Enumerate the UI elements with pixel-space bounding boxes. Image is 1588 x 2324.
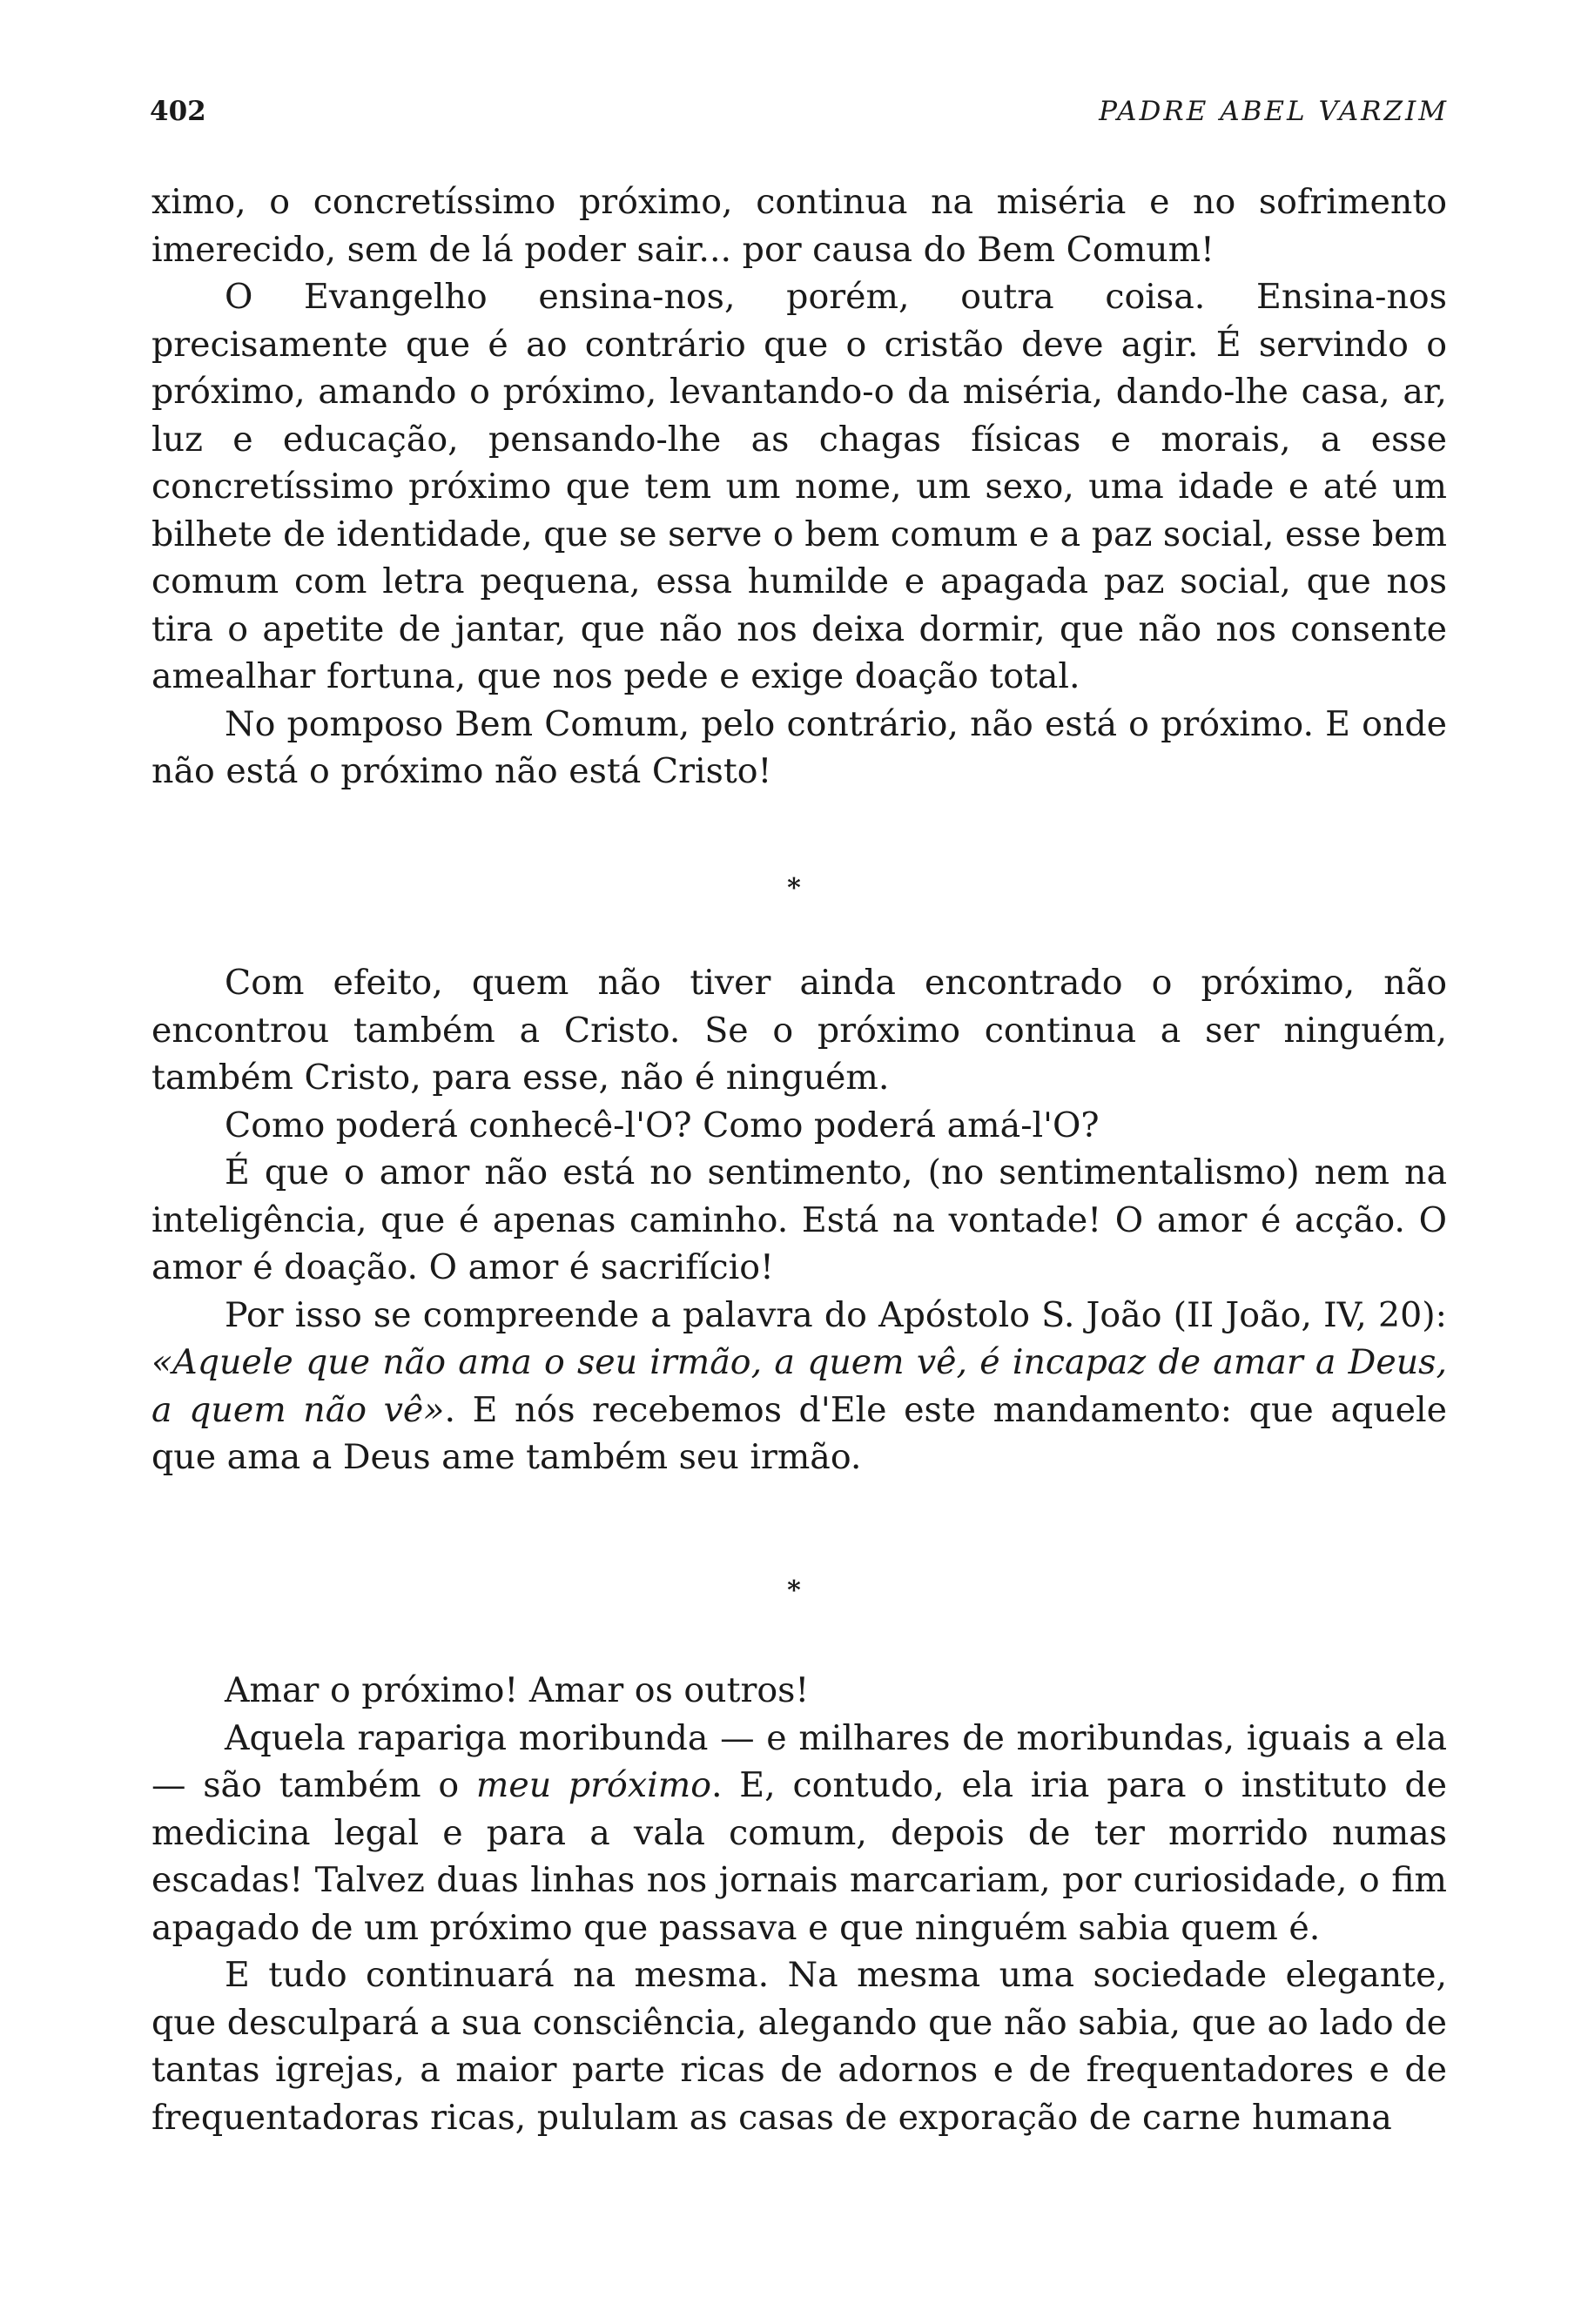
- running-head: [150, 96, 1449, 127]
- paragraph: No pomposo Bem Comum, pelo contrário, não está o próximo. E onde não está o próximo não está Cristo!: [151, 703, 1447, 791]
- text-section-2: [151, 959, 1447, 1481]
- running-title: PADRE ABEL VARZIM: [1099, 96, 1449, 127]
- paragraph-text: . E nós recebemos d'Ele este mandamento: que aquele que ama a Deus ame também seu irmão.: [151, 1389, 1447, 1477]
- text-section-3: [151, 1667, 1447, 2141]
- section-break-asterisk: *: [787, 1575, 801, 1606]
- paragraph: [151, 1715, 1447, 1952]
- paragraph: Com efeito, quem não tiver ainda encontrado o próximo, não encontrou também a Cristo. Se o próximo continua a ser ninguém, também Cristo, para esse, não é ninguém.: [151, 963, 1447, 1098]
- paragraph: Como poderá conhecê-l'O? Como poderá amá-l'O?: [225, 1105, 1100, 1145]
- bible-quote: «Aquele que não ama o seu irmão, a quem vê, é incapaz de amar a Deus, a quem não vê»: [151, 1342, 1447, 1430]
- paragraph: E tudo continuará na mesma. Na mesma uma sociedade elegante, que desculpará a sua consciência, alegando que não sabia, que ao lado de tantas igrejas, a maior parte ricas de adornos e de frequentadores e de frequentadoras ricas, pululam as casas de exporação de carne humana: [151, 1955, 1447, 2138]
- paragraph: Amar o próximo! Amar os outros!: [225, 1670, 810, 1710]
- emphasis: meu próximo: [475, 1765, 711, 1805]
- paragraph: [151, 1292, 1447, 1481]
- paragraph: O Evangelho ensina-nos, porém, outra coisa. Ensina-nos precisamente que é ao contrário que o cristão deve agir. É servindo o próximo, amando o próximo, levantando-o da miséria, dando-lhe casa, ar, luz e educação, pensando-lhe as chagas físicas e morais, a esse concretíssimo próximo que tem um nome, um sexo, uma idade e até um bilhete de identidade, que se serve o bem comum e a paz social, esse bem comum com letra pequena, essa humilde e apagada paz social, que nos tira o apetite de jantar, que não nos deixa dormir, que não nos consente amealhar fortuna, que nos pede e exige doação total.: [151, 277, 1448, 696]
- paragraph-text: . E, contudo, ela iria para o instituto de medicina legal e para a vala comum, depois de ter morrido numas escadas! Talvez duas linhas nos jornais marcariam, por curiosidade, o fim apagado de um próximo que passava e que ninguém sabia quem é.: [151, 1765, 1447, 1948]
- paragraph-text: Aquela rapariga moribunda — e milhares de moribundas, iguais a ela — são também o: [151, 1717, 1447, 1805]
- paragraph: É que o amor não está no sentimento, (no sentimentalismo) nem na inteligência, que é apenas caminho. Está na vontade! O amor é acção. O amor é doação. O amor é sacrifício!: [151, 1152, 1447, 1287]
- page-number: 402: [150, 96, 206, 127]
- paragraph-text: Por isso se compreende a palavra do Apóstolo S. João (II João, IV, 20):: [225, 1294, 1447, 1335]
- section-break-asterisk: *: [787, 873, 801, 903]
- paragraph: ximo, o concretíssimo próximo, continua na miséria e no sofrimento imerecido, sem de lá poder sair... por causa do Bem Comum!: [151, 182, 1447, 270]
- text-section-1: [151, 178, 1447, 796]
